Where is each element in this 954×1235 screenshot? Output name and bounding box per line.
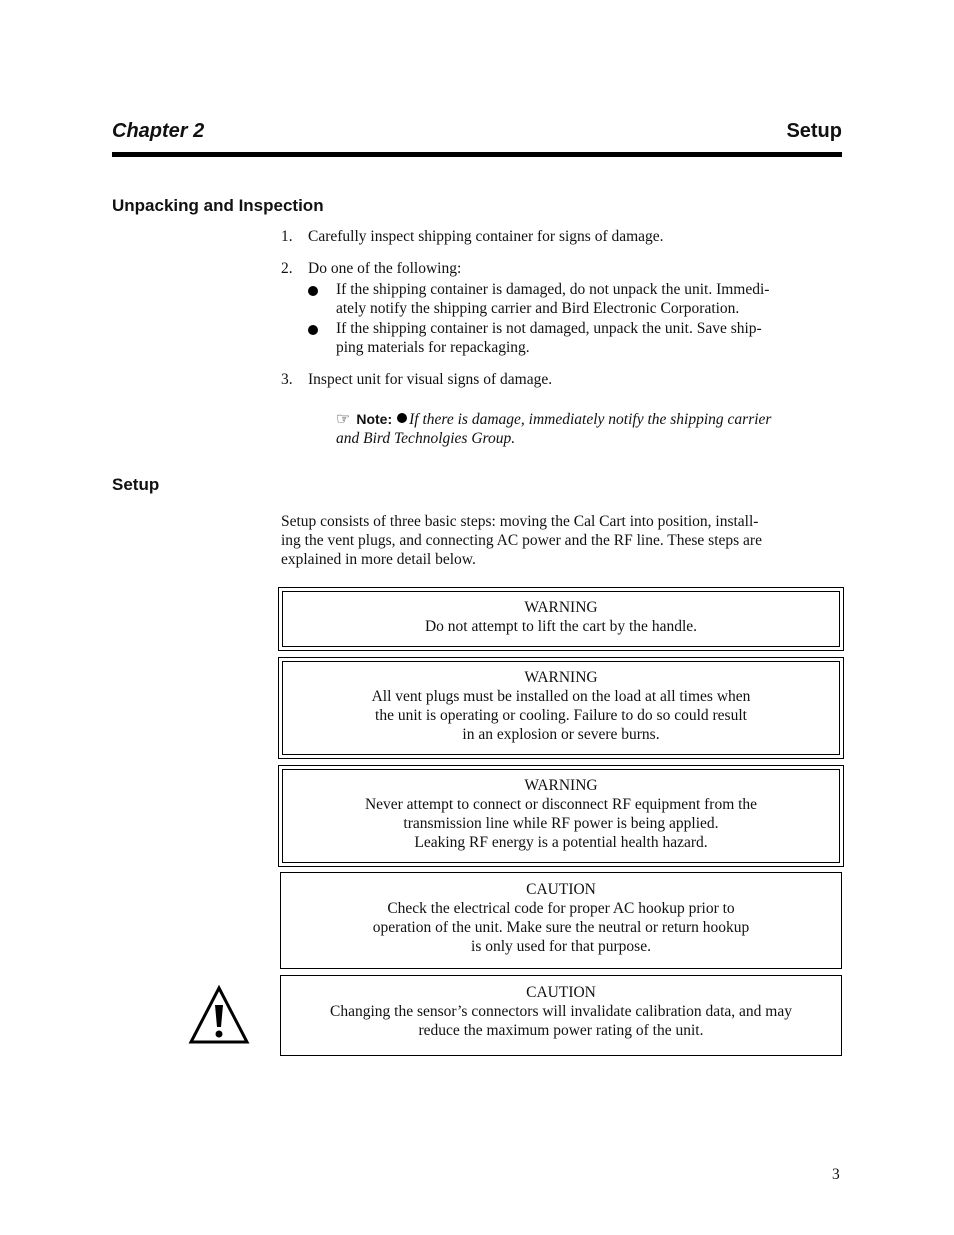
notice-line: Changing the sensor’s connectors will invalidate calibration data, and may [329,1003,792,1020]
note-text: and Bird Technolgies Group. [336,430,516,447]
chapter-label: Chapter 2 [112,120,205,142]
chapter-title: Setup [786,120,842,142]
section-title-unpacking: Unpacking and Inspection [112,196,324,215]
bullet-icon [397,413,407,423]
note-label: Note: [356,411,393,427]
notice-heading: WARNING [524,669,598,686]
note-block [336,410,843,448]
notice-line: is only used for that purpose. [471,938,651,955]
warning-box [278,657,844,759]
bullet-line: If the shipping container is damaged, do not unpack the unit. Immedi- [336,281,770,298]
notice-line: the unit is operating or cooling. Failure to do so could result [375,707,747,724]
caution-box [280,872,842,969]
notice-heading: WARNING [524,777,598,794]
bullet-icon [308,325,318,335]
caution-triangle-icon [188,985,250,1045]
notice-line: operation of the unit. Make sure the neutral or return hookup [372,919,750,936]
bullet-line: If the shipping container is not damaged, unpack the unit. Save ship- [336,320,762,337]
notice-line: Leaking RF energy is a potential health hazard. [414,834,708,851]
bullet-line: ately notify the shipping carrier and Bird Electronic Corporation. [336,300,740,317]
step-text: Carefully inspect shipping container for signs of damage. [308,228,664,245]
chapter-header [112,120,842,157]
section-title-setup: Setup [112,475,160,494]
caution-box [280,975,842,1056]
pointing-hand-icon: ☞ [336,411,351,428]
step-number: 1. [281,228,293,245]
warning-box [278,587,844,651]
notice-heading: CAUTION [526,881,596,898]
step-number: 2. [281,260,293,277]
notice-line: reduce the maximum power rating of the unit. [418,1022,704,1039]
bullet-line: ping materials for repackaging. [336,339,530,356]
notice-line: All vent plugs must be installed on the load at all times when [371,688,751,705]
notice-line: Do not attempt to lift the cart by the handle. [424,618,698,635]
step-text: Inspect unit for visual signs of damage. [308,371,553,388]
notice-line: Never attempt to connect or disconnect RF equipment from the [364,796,758,813]
setup-paragraph [281,512,841,569]
page-number: 3 [832,1166,840,1183]
notice-line: Check the electrical code for proper AC hookup prior to [387,900,735,917]
note-text: If there is damage, immediately notify the shipping carrier [409,411,772,428]
paragraph-line: ing the vent plugs, and connecting AC power and the RF line. These steps are [281,532,762,549]
bullet-icon [308,286,318,296]
notice-heading: WARNING [524,599,598,616]
notice-line: in an explosion or severe burns. [462,726,660,743]
warning-box [278,765,844,867]
step-number: 3. [281,371,293,388]
paragraph-line: Setup consists of three basic steps: moving the Cal Cart into position, install- [281,513,759,530]
step-text: Do one of the following: [308,260,462,277]
notice-line: transmission line while RF power is being applied. [403,815,719,832]
notice-heading: CAUTION [526,984,596,1001]
paragraph-line: explained in more detail below. [281,551,476,568]
